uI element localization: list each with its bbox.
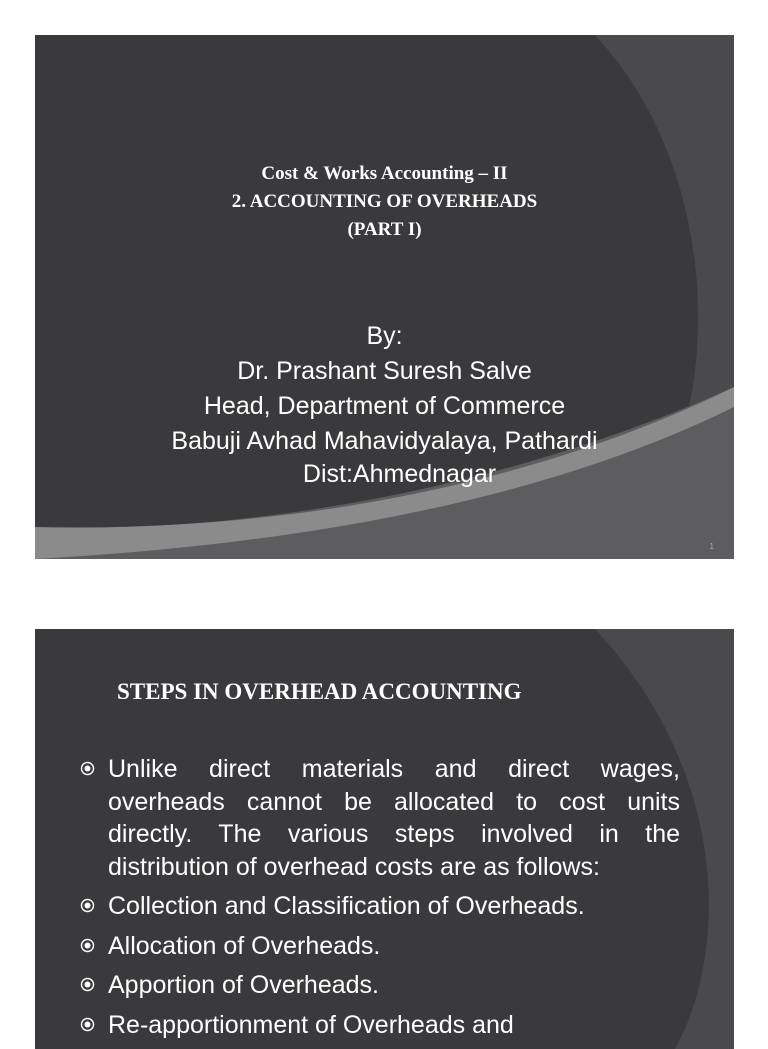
list-item-text: Re-apportionment of Overheads and xyxy=(108,1010,514,1039)
title-line: Cost & Works Accounting – II xyxy=(261,163,508,184)
list-item-text: Apportion of Overheads. xyxy=(108,971,379,999)
list-item xyxy=(80,930,680,963)
author-line: Head, Department of Commerce xyxy=(203,392,566,420)
author-line: Dist:Ahmednagar xyxy=(302,460,497,488)
title-slide xyxy=(35,35,734,559)
author-line: Dr. Prashant Suresh Salve xyxy=(237,357,532,385)
circled-dot-icon xyxy=(80,1017,95,1032)
bullet-list xyxy=(80,753,680,1048)
list-item-text: Collection and Classification of Overheads. xyxy=(108,892,585,920)
author-line: Babuji Avhad Mahavidyalaya, Pathardi xyxy=(171,427,598,455)
list-item xyxy=(80,1009,680,1042)
circled-dot-icon xyxy=(80,977,95,992)
title-line: 2. ACCOUNTING OF OVERHEADS xyxy=(231,191,538,212)
list-item-text: Allocation of Overheads. xyxy=(108,931,381,960)
list-item xyxy=(80,969,680,1002)
author-line: By: xyxy=(366,322,403,350)
circled-dot-icon xyxy=(80,898,95,913)
slide-heading: STEPS IN OVERHEAD ACCOUNTING xyxy=(117,679,522,704)
title-line: (PART I) xyxy=(347,219,422,240)
list-item xyxy=(80,753,680,883)
circled-dot-icon xyxy=(80,938,95,953)
list-item-text: Unlike direct materials and direct wages, overheads cannot be allocated to cost units directly. The various steps involved in the distribution of overhead costs are as follows: xyxy=(108,755,680,881)
circled-dot-icon xyxy=(80,761,95,776)
content-slide xyxy=(35,629,734,1049)
list-item xyxy=(80,890,680,923)
slide-number: 1 xyxy=(709,542,714,551)
author-info xyxy=(35,319,734,489)
course-title xyxy=(35,160,734,244)
